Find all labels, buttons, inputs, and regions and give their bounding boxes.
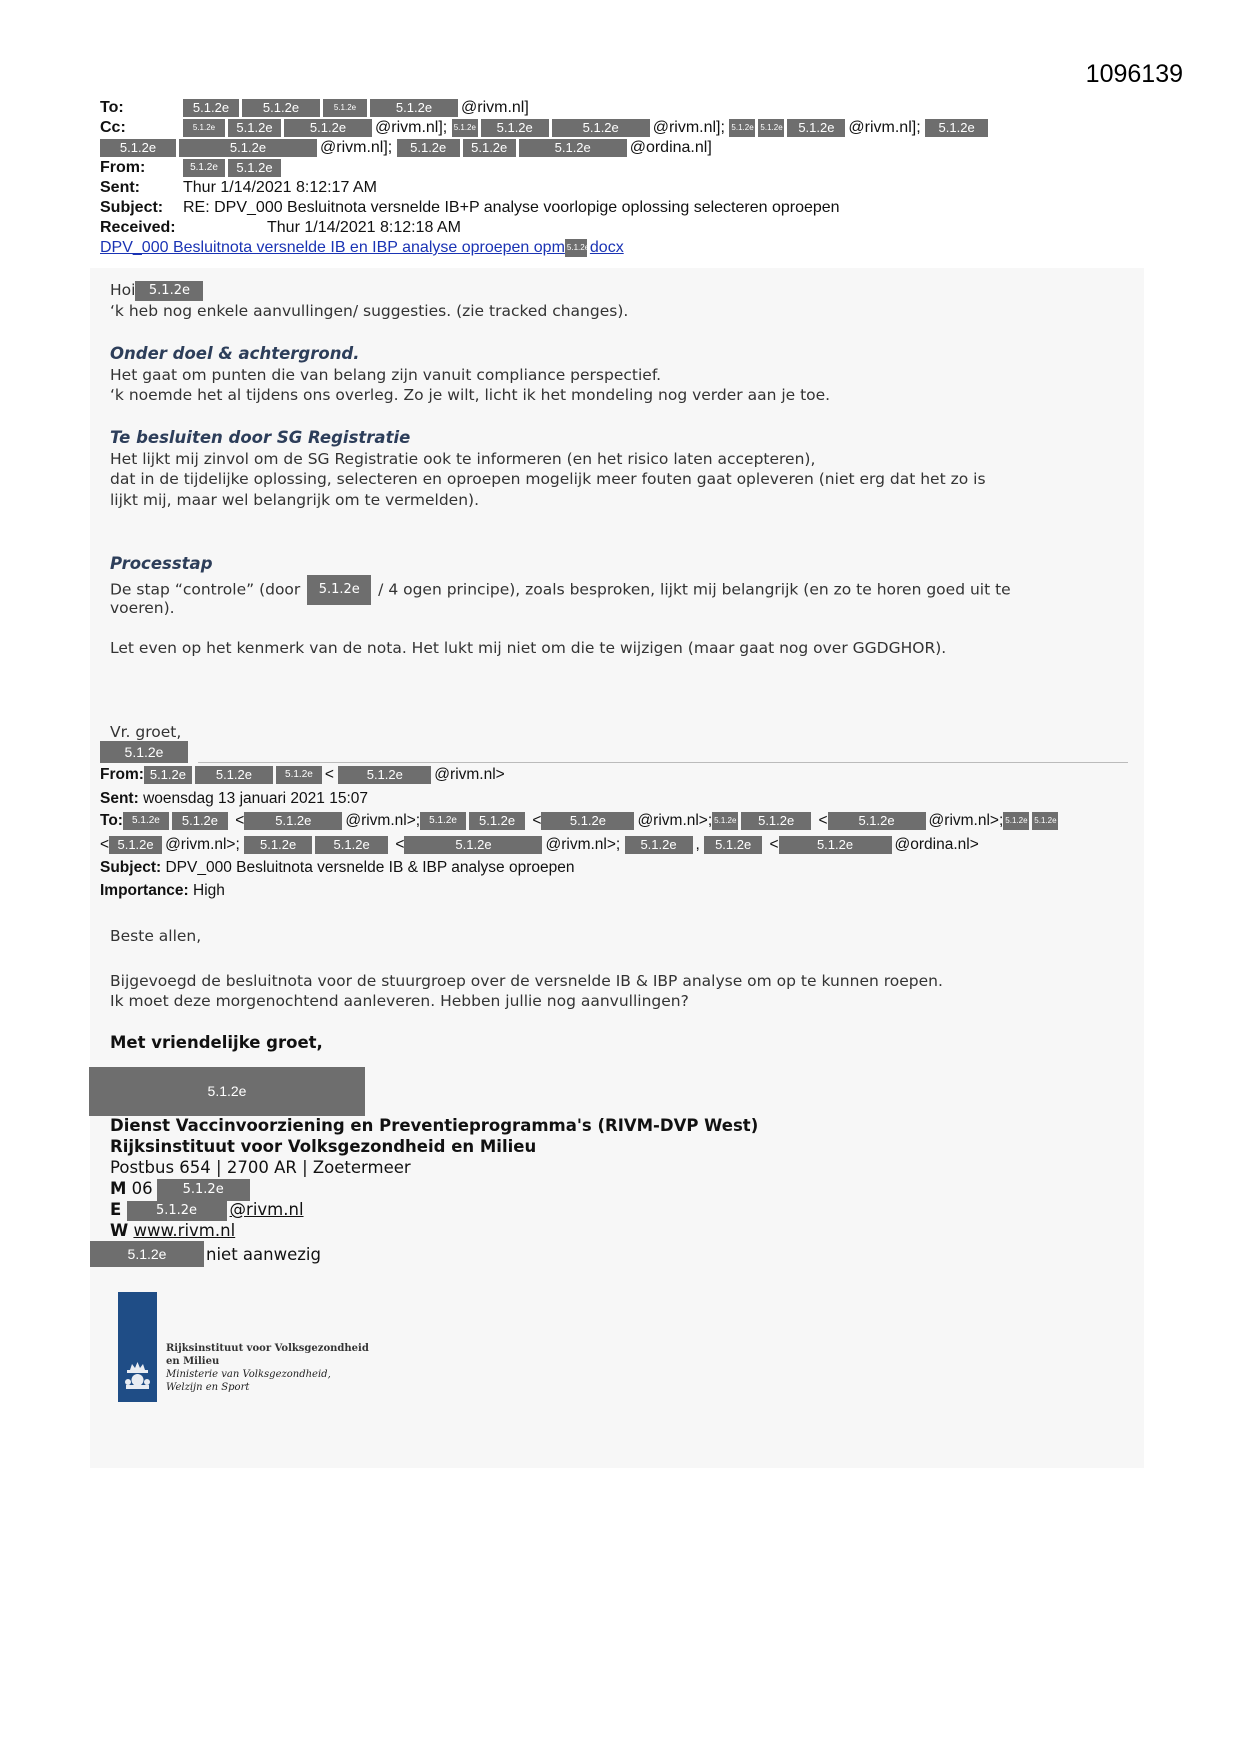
paragraph: Het gaat om punten die van belang zijn vanuit compliance perspectief. [110,366,662,384]
cc-address: @rivm.nl]; [320,139,393,156]
mobile-label: M [110,1179,127,1198]
redaction: 5.1.2e [828,812,926,830]
redaction: 5.1.2e [123,812,169,830]
section-heading: Processtap [110,554,213,573]
redaction: 5.1.2e [172,812,228,830]
section-heading: Te besluiten door SG Registratie [110,428,411,447]
cc-row-1 [100,118,1100,138]
redaction: 5.1.2e [469,812,525,830]
redaction: 5.1.2e [704,836,762,854]
paragraph-text: / 4 ogen principe), zoals besproken, lijkt mij belangrijk (en zo te horen goed uit te [378,580,1011,599]
paragraph [110,575,1011,605]
fw-to-row-1 [100,809,1061,832]
redaction: 5.1.2e [127,1201,227,1221]
redaction: 5.1.2e [541,812,634,830]
subject-row [100,198,1100,218]
sent-value: Thur 1/14/2021 8:12:17 AM [183,179,377,196]
fw-importance-label: Importance: [100,882,189,899]
web-label: W [110,1221,129,1240]
redaction: 5.1.2e [315,836,388,854]
paragraph-text: De stap “controle” (door [110,580,301,599]
fw-to-address: @rivm.nl>; [345,812,421,829]
attachment-row[interactable] [100,238,1100,258]
signature-absent: niet aanwezig [206,1245,321,1264]
redaction: 5.1.2e [370,99,458,117]
redaction: 5.1.2e [135,281,203,301]
email-header [100,98,1100,258]
redaction: 5.1.2e [228,159,281,177]
redaction: 5.1.2e [787,119,845,137]
bracket: < [235,812,245,829]
attachment-link[interactable]: DPV_000 Besluitnota versnelde IB en IBP analyse oproepen opm [100,239,565,256]
paragraph: Het lijkt mij zinvol om de SG Registratie ook te informeren (en het risico laten accepteren), [110,450,816,468]
paragraph: Let even op het kenmerk van de nota. Het lukt mij niet om die te wijzigen (maar gaat nog over GGDGHOR). [110,639,947,657]
fw-to-address: @rivm.nl>; [637,812,713,829]
redaction: 5.1.2e [481,119,549,137]
redaction: 5.1.2e [463,139,516,157]
fw-from-suffix: @rivm.nl> [434,766,505,783]
redaction: 5.1.2e [284,119,372,137]
signature-email [110,1199,304,1221]
redaction: 5.1.2e [625,836,693,854]
mobile-value: 06 [131,1179,153,1198]
redaction: 5.1.2e [90,1241,204,1267]
closing: Vr. groet, [110,723,182,741]
redaction: 5.1.2e [925,119,988,137]
bracket: < [769,836,779,853]
redaction: 5.1.2e [565,239,587,257]
message-closing: Met vriendelijke groet, [110,1033,323,1052]
signature-mobile [110,1178,253,1201]
cc-address: @rivm.nl]; [848,119,921,136]
logo-line: en Milieu [166,1356,220,1367]
message-greeting: Beste allen, [110,927,202,945]
logo-line: Welzijn en Sport [166,1382,250,1393]
email-link[interactable]: @rivm.nl [229,1200,304,1219]
reply-line1: ‘k heb nog enkele aanvullingen/ suggesties. (zie tracked changes). [110,302,629,320]
cc-label: Cc: [100,119,126,136]
redaction: 5.1.2e [144,766,192,784]
sent-label: Sent: [100,179,140,196]
redaction: 5.1.2e [323,99,367,117]
section-heading: Onder doel & achtergrond. [110,344,360,363]
reply-greeting: Hoi [110,281,136,299]
from-row [100,158,1100,178]
attachment-link-ext[interactable]: docx [589,239,624,256]
redaction: 5.1.2e [519,139,627,157]
redaction: 5.1.2e [195,766,273,784]
logo-line: Ministerie van Volksgezondheid, [166,1369,331,1380]
subject-label: Subject: [100,199,164,216]
document-id: 1096139 [1085,60,1183,88]
subject-value: RE: DPV_000 Besluitnota versnelde IB+P analyse voorlopige oplossing selecteren oproepen [183,199,840,216]
received-label: Received: [100,219,176,236]
fw-importance-value: High [193,882,225,899]
redaction: 5.1.2e [276,766,322,784]
signature-web [110,1220,235,1241]
bracket: < [532,812,542,829]
paragraph: dat in de tijdelijke oplossing, selecteren en oproepen mogelijk meer fouten gaat opleveren (niet erg dat het zo is [110,470,986,488]
redaction: 5.1.2e [109,836,162,854]
redaction: 5.1.2e [244,836,312,854]
redaction: 5.1.2e [741,812,811,830]
fw-sent-row [100,787,368,810]
received-value: Thur 1/14/2021 8:12:18 AM [267,219,461,236]
logo-text [166,1342,369,1394]
logo-line: Rijksinstituut voor Volksgezondheid [166,1343,369,1354]
redaction: 5.1.2e [779,836,892,854]
cc-address: @rivm.nl]; [652,119,725,136]
redaction: 5.1.2e [183,99,239,117]
fw-from-row [100,763,505,786]
bracket: < [100,836,110,853]
paragraph: voeren). [110,599,175,617]
fw-importance-row [100,879,225,902]
redaction: 5.1.2e [179,139,317,157]
redaction: 5.1.2e [228,119,281,137]
fw-to-address: @rivm.nl>; [928,812,1004,829]
received-row [100,218,1100,238]
email-label: E [110,1200,122,1219]
redaction: 5.1.2e [404,836,542,854]
redaction: 5.1.2e [183,159,225,177]
redaction: 5.1.2e [100,139,176,157]
redaction: 5.1.2e [420,812,466,830]
to-label: To: [100,99,124,116]
fw-to-address: @rivm.nl>; [165,836,240,853]
fw-to-label: To: [100,812,123,829]
redaction: 5.1.2e [397,139,460,157]
cc-row-2 [100,138,1100,158]
bracket: < [395,836,405,853]
redaction: 5.1.2e [183,119,225,137]
redaction: 5.1.2e [1003,812,1029,830]
fw-sent-value: woensdag 13 januari 2021 15:07 [143,790,368,807]
fw-subject-value: DPV_000 Besluitnota versnelde IB & IBP analyse oproepen [165,859,575,876]
cc-address: @ordina.nl] [629,139,712,156]
to-address-suffix: @rivm.nl] [461,99,529,116]
redaction: 5.1.2e [89,1067,365,1116]
reply-greeting-row [110,280,206,301]
signature-institute: Rijksinstituut voor Volksgezondheid en Milieu [110,1137,537,1156]
redaction: 5.1.2e [758,119,784,137]
web-link[interactable]: www.rivm.nl [133,1221,236,1240]
fw-sent-label: Sent: [100,790,139,807]
redaction: 5.1.2e [452,119,478,137]
fw-subject-label: Subject: [100,859,162,876]
cc-address: @rivm.nl]; [375,119,448,136]
from-label: From: [100,159,146,176]
sent-row [100,178,1100,198]
bracket: < [324,766,334,783]
fw-from-label: From: [100,766,144,783]
redaction: 5.1.2e [244,812,342,830]
redaction: 5.1.2e [242,99,320,117]
paragraph: ‘k noemde het al tijdens ons overleg. Zo je wilt, licht ik het mondeling nog verder aan je toe. [110,386,831,404]
bracket: < [818,812,828,829]
to-row [100,98,1100,118]
signature-department: Dienst Vaccinvoorziening en Preventieprogramma's (RIVM-DVP West) [110,1116,759,1135]
fw-to-address: @rivm.nl>; [545,836,621,853]
paragraph: Bijgevoegd de besluitnota voor de stuurgroep over de versnelde IB & IBP analyse om op te kunnen roepen. [110,972,943,990]
fw-to-address: @ordina.nl> [894,836,979,853]
comma: , [695,836,700,853]
paragraph: Ik moet deze morgenochtend aanleveren. Hebben jullie nog aanvullingen? [110,992,689,1010]
redaction: 5.1.2e [157,1179,250,1201]
fw-subject-row [100,856,574,879]
signature-address: Postbus 654 | 2700 AR | Zoetermeer [110,1158,411,1177]
crown-emblem-icon [118,1292,157,1402]
redaction: 5.1.2e [712,812,738,830]
paragraph: lijkt mij, maar wel belangrijk om te vermelden). [110,491,480,509]
redaction: 5.1.2e [729,119,755,137]
fw-to-row-2 [100,833,979,856]
redaction: 5.1.2e [1032,812,1058,830]
rijksoverheid-logo-bar [118,1292,157,1402]
redaction: 5.1.2e [100,741,188,763]
redaction: 5.1.2e [307,575,371,605]
redaction: 5.1.2e [552,119,650,137]
redaction: 5.1.2e [338,766,431,784]
